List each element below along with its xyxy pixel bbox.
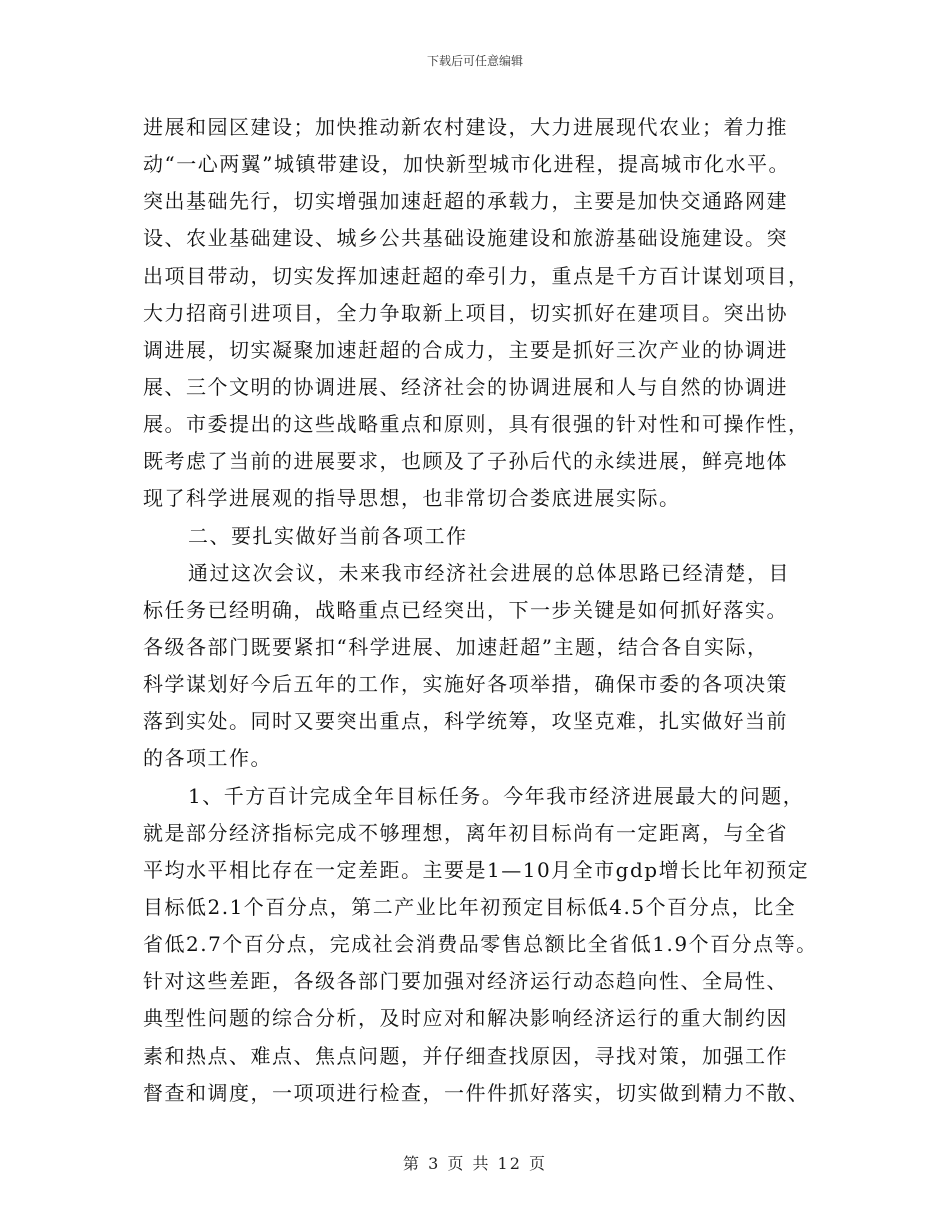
text-line: 既考虑了当前的进展要求，也顾及了子孙后代的永续进展，鲜亮地体	[143, 449, 788, 474]
text-line: 典型性问题的综合分析，及时应对和解决影响经济运行的重大制约因	[143, 1006, 788, 1031]
text-line: 大力招商引进项目，全力争取新上项目，切实抓好在建项目。突出协	[143, 300, 788, 325]
text-line: 素和热点、难点、焦点问题，并仔细查找原因，寻找对策，加强工作	[143, 1043, 788, 1068]
text-line: 科学谋划好今后五年的工作，实施好各项举措，确保市委的各项决策	[143, 672, 788, 697]
text-line: 出项目带动，切实发挥加速赶超的牵引力，重点是千方百计谋划项目，	[143, 263, 810, 288]
text-line: 进展和园区建设；加快推动新农村建设，大力进展现代农业；着力推	[143, 115, 788, 139]
text-line: 标任务已经明确，战略重点已经突出，下一步关键是如何抓好落实。	[143, 597, 788, 622]
text-line: 突出基础先行，切实增强加速赶超的承载力，主要是加快交通路网建	[143, 189, 788, 214]
text-line: 设、农业基础建设、城乡公共基础设施建设和旅游基础设施建设。突	[143, 226, 788, 251]
document-body	[143, 109, 833, 1112]
text-line: 各级各部门既要紧扣“科学进展、加速赶超”主题，结合各自实际，	[143, 634, 769, 659]
text-line: 1、千方百计完成全年目标任务。今年我市经济进展最大的问题，	[188, 783, 805, 808]
text-line: 平均水平相比存在一定差距。主要是1—10月全市gdp增长比年初预定	[143, 857, 810, 882]
text-line: 现了科学进展观的指导思想，也非常切合娄底进展实际。	[143, 486, 681, 511]
text-line: 通过这次会议，未来我市经济社会进展的总体思路已经清楚，目	[188, 560, 790, 585]
text-line: 展、三个文明的协调进展、经济社会的协调进展和人与自然的协调进	[143, 374, 788, 399]
text-line: 督查和调度，一项项进行检查，一件件抓好落实，切实做到精力不散、	[143, 1080, 810, 1105]
text-line: 就是部分经济指标完成不够理想，离年初目标尚有一定距离，与全省	[143, 820, 788, 845]
text-line: 省低2.7个百分点，完成社会消费品零售总额比全省低1.9个百分点等。	[143, 932, 818, 957]
text-line: 调进展，切实凝聚加速赶超的合成力，主要是抓好三次产业的协调进	[143, 337, 788, 362]
page-number: 第 3 页 共 12 页	[403, 1154, 547, 1173]
text-line: 针对这些差距，各级各部门要加强对经济运行动态趋向性、全局性、	[143, 969, 788, 994]
text-line: 目标低2.1个百分点，第二产业比年初预定目标低4.5个百分点，比全	[143, 894, 797, 919]
text-line: 落到实处。同时又要突出重点，科学统筹，攻坚克难，扎实做好当前	[143, 709, 788, 734]
text-line: 动“一心两翼”城镇带建设，加快新型城市化进程，提高城市化水平。	[143, 152, 790, 177]
text-line: 的各项工作。	[143, 746, 272, 771]
section-heading: 二、要扎实做好当前各项工作	[188, 523, 468, 548]
text-line: 展。市委提出的这些战略重点和原则，具有很强的针对性和可操作性，	[143, 412, 810, 437]
page-header: 下载后可任意编辑	[426, 54, 523, 68]
